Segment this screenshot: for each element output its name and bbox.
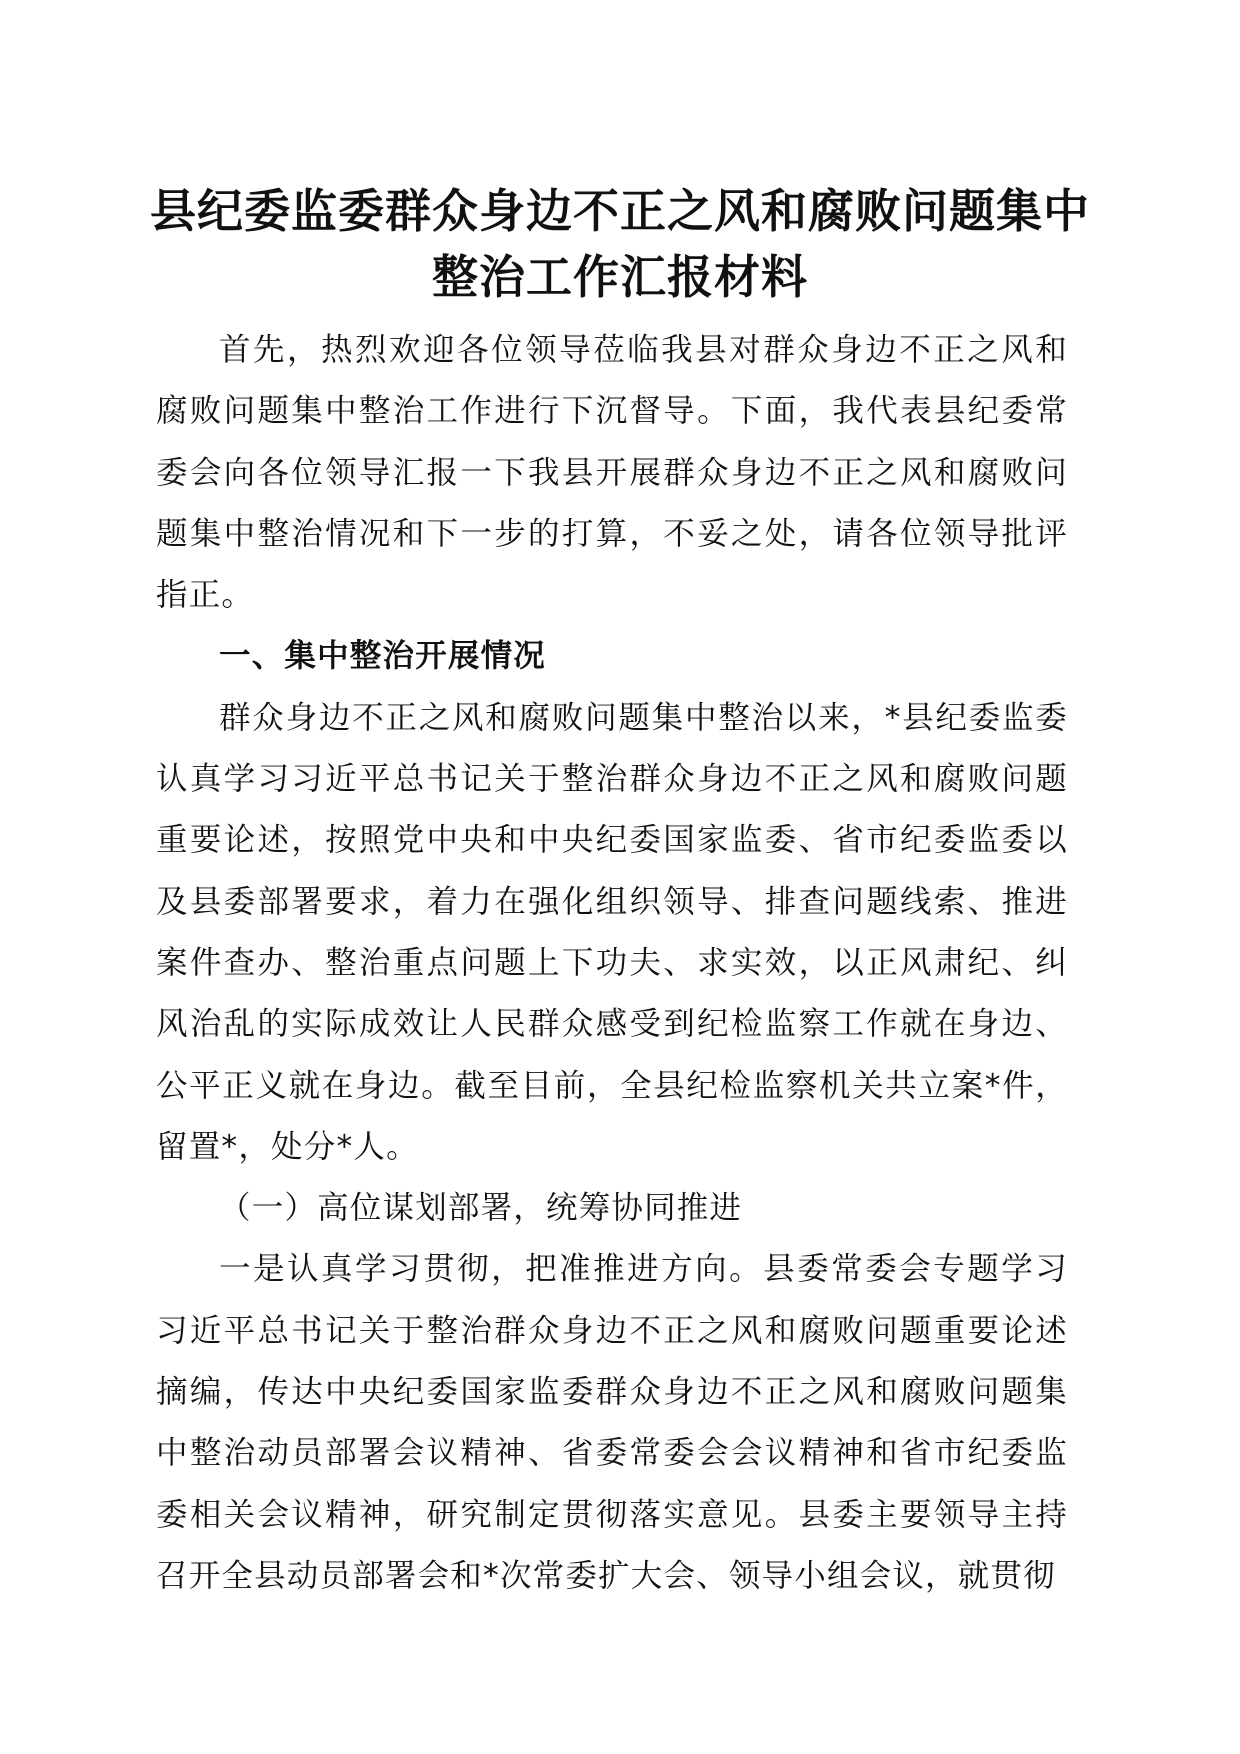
section-paragraph: 群众身边不正之风和腐败问题集中整治以来，*县纪委监委认真学习习近平总书记关于整治群众身边不正之风和腐败问题重要论述，按照党中央和中央纪委国家监委、省市纪委监委以及县委部署要求，着力在强化组织领导、排查问题线索、推进案件查办、整治重点问题上下功夫、求实效，以正风肃纪、纠风治乱的实际成效让人民群众感受到纪检监察工作就在身边、公平正义就在身边。截至目前，全县纪检监察机关共立案*件，留置*，处分*人。: [156, 699, 1068, 1165]
subsection-heading: （一）高位谋划部署，统筹协同推进: [219, 1190, 743, 1227]
subsection-paragraph: 一是认真学习贯彻，把准推进方向。县委常委会专题学习习近平总书记关于整治群众身边不正之风和腐败问题重要论述摘编，传达中央纪委国家监委群众身边不正之风和腐败问题集中整治动员部署会议精神、省委常委会会议精神和省市纪委监委相关会议精神，研究制定贯彻落实意见。县委主要领导主持召开全县动员部署会和*次常委扩大会、领导小组会议，就贯彻: [156, 1251, 1068, 1594]
intro-paragraph: 首先，热烈欢迎各位领导莅临我县对群众身边不正之风和腐败问题集中整治工作进行下沉督导。下面，我代表县纪委常委会向各位领导汇报一下我县开展群众身边不正之风和腐败问题集中整治情况和下一步的打算，不妥之处，请各位领导批评指正。: [156, 332, 1068, 614]
section-heading: 一、集中整治开展情况: [219, 638, 547, 675]
title-line-1: 县纪委监委群众身边不正之风和腐败问题集中: [150, 184, 1090, 238]
document-body: [156, 320, 1068, 1607]
document-title: [140, 178, 1100, 310]
title-line-2: 整治工作汇报材料: [432, 250, 808, 304]
